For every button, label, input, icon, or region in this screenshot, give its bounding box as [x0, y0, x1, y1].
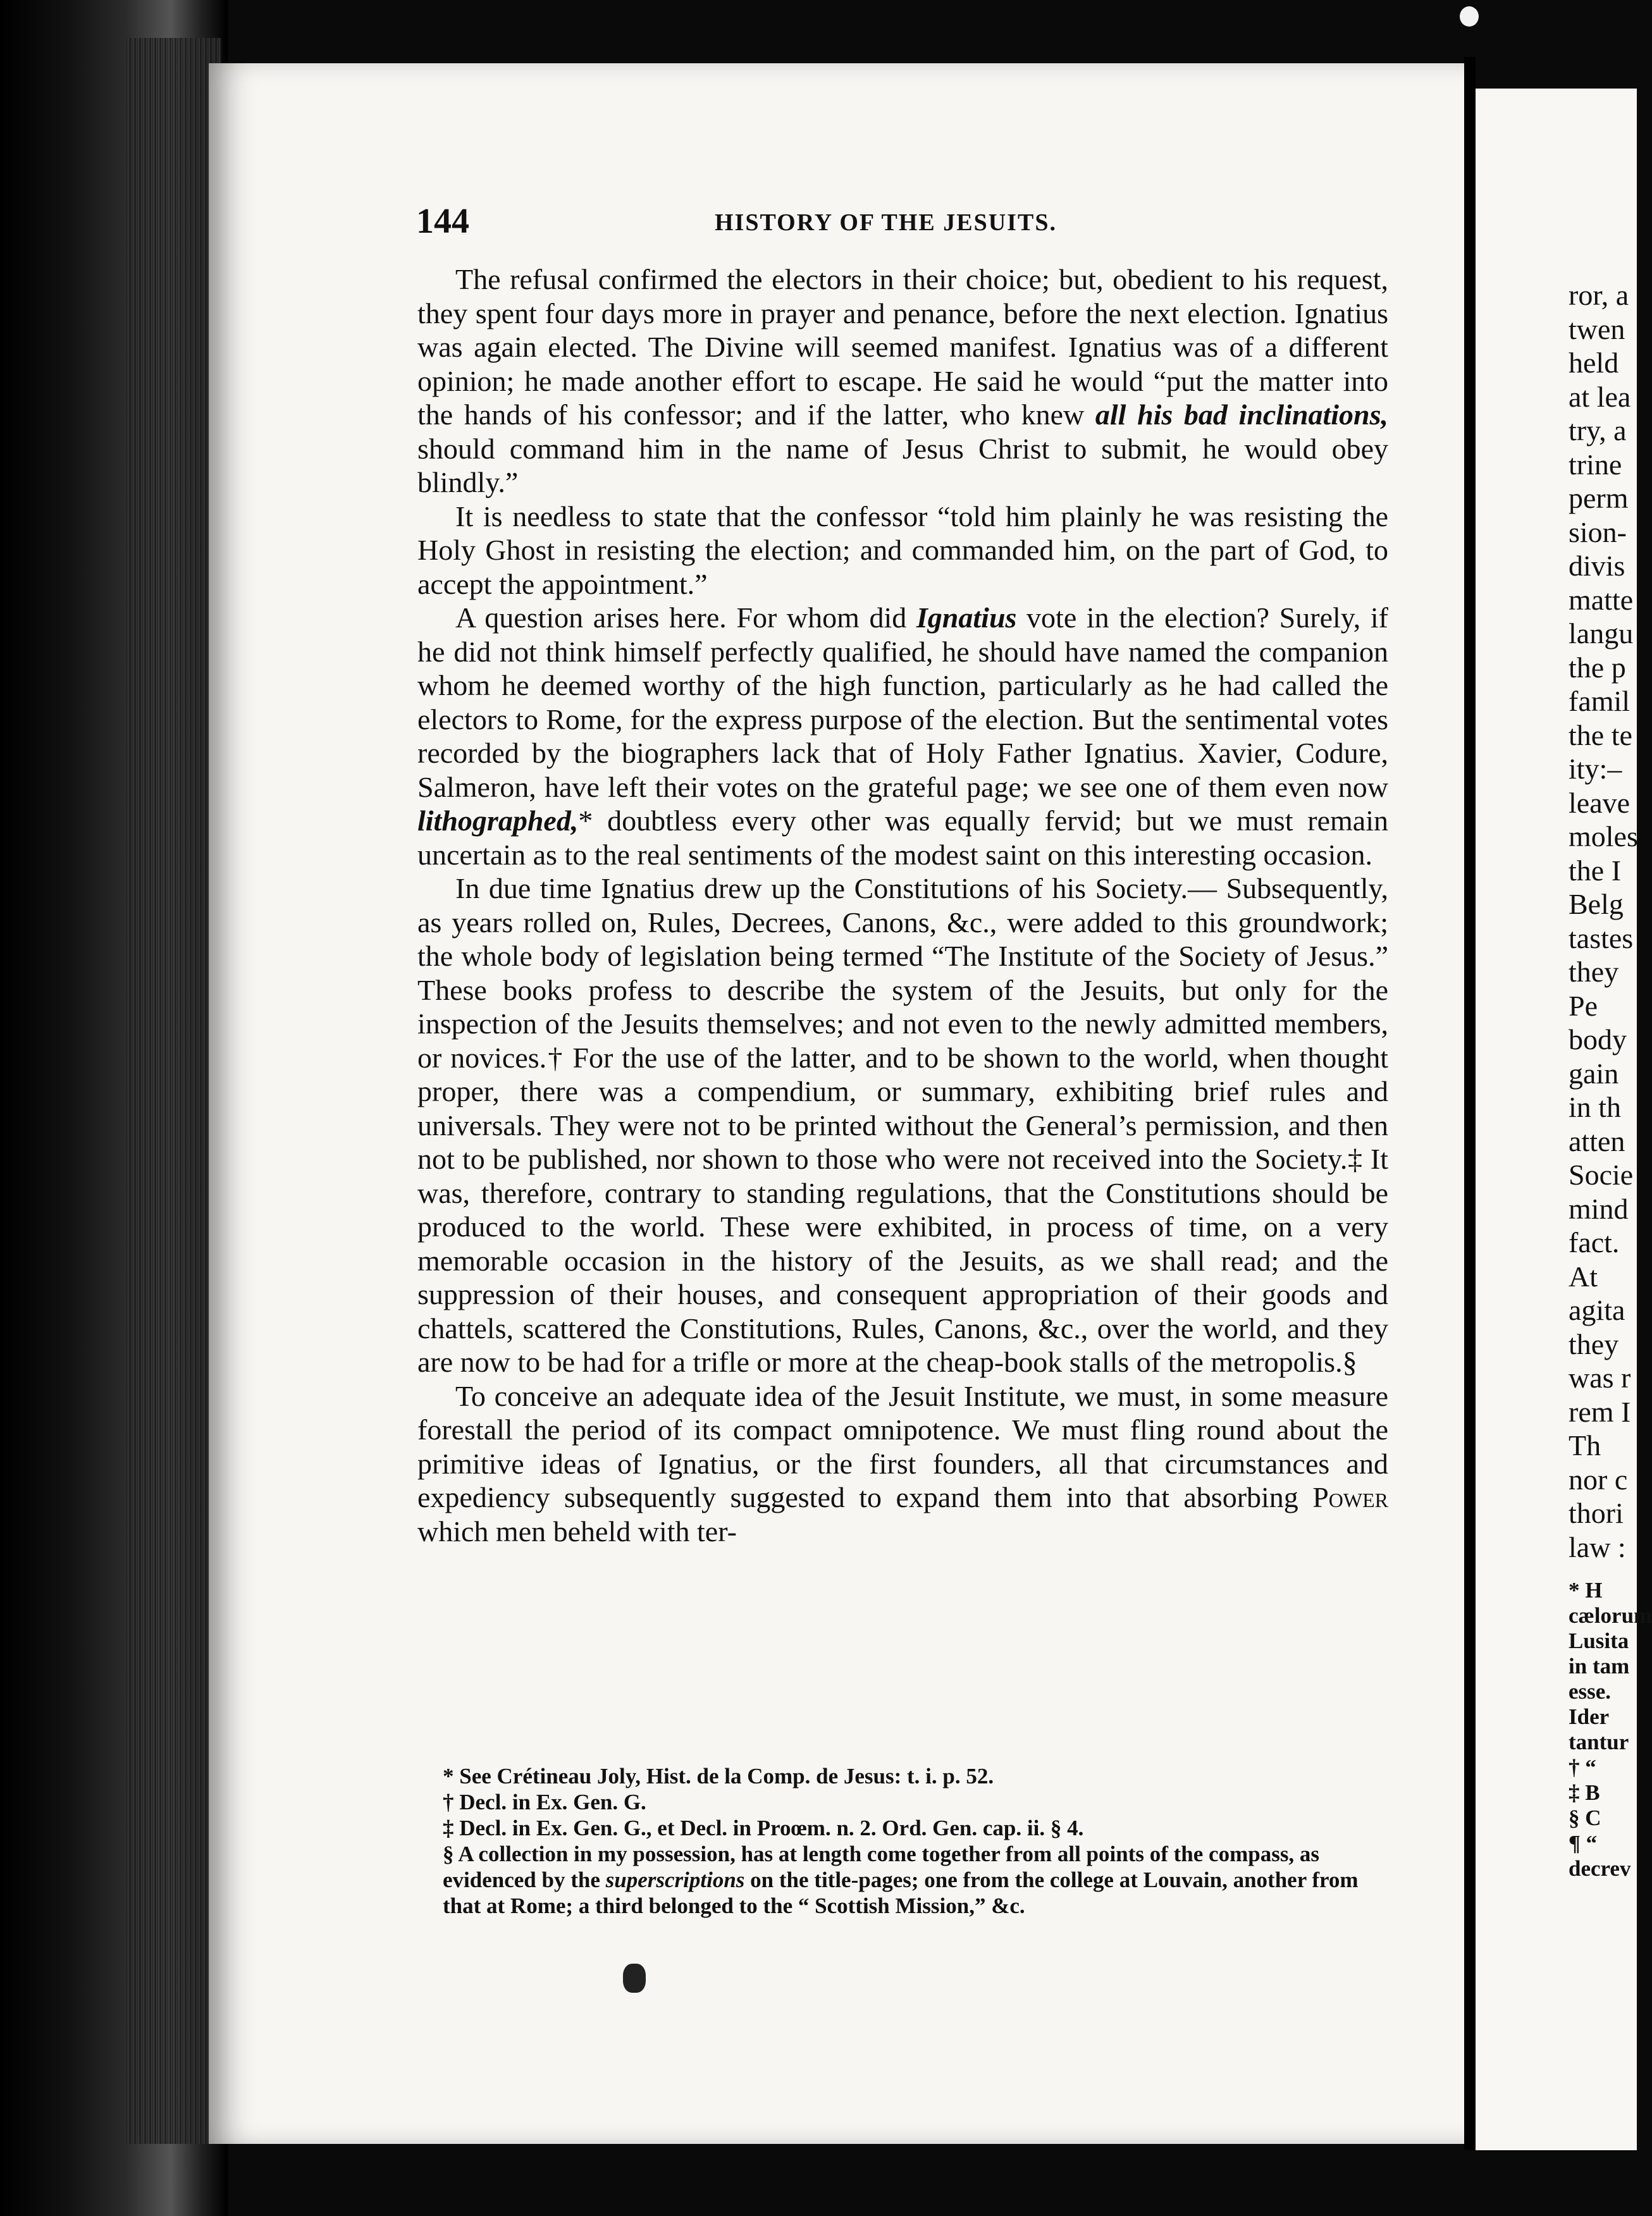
facing-note-line: ‡ B: [1569, 1780, 1600, 1805]
facing-line: rem I: [1569, 1395, 1631, 1428]
facing-note-line: esse.: [1569, 1679, 1612, 1704]
facing-note-line: tantur: [1569, 1730, 1629, 1754]
footnotes: [443, 1763, 1398, 1919]
footnote-2: † Decl. in Ex. Gen. G.: [443, 1790, 646, 1814]
footnote-4: [443, 1841, 1398, 1919]
emphasis: all his bad inclinations,: [1095, 398, 1389, 431]
facing-line: try, a: [1569, 414, 1627, 446]
facing-line: atten: [1569, 1124, 1625, 1157]
facing-line: tastes: [1569, 921, 1634, 954]
facing-page-notes: [1569, 1578, 1652, 1881]
emphasis: Ignatius: [916, 601, 1017, 634]
facing-line: thori: [1569, 1497, 1624, 1529]
facing-line: sion-: [1569, 515, 1627, 548]
text-run: § A collection in my possession, has at length come together from all points of the compass, as evidenced by the: [443, 1842, 1320, 1892]
facing-line: famil: [1569, 685, 1630, 717]
facing-line: was r: [1569, 1362, 1631, 1394]
facing-note-line: * H: [1569, 1578, 1603, 1603]
facing-line: Belg: [1569, 888, 1624, 920]
page-gutter: [1464, 57, 1476, 2150]
facing-note-line: § C: [1569, 1806, 1601, 1830]
facing-line: ror, a: [1569, 279, 1629, 311]
paragraph-2: It is needless to state that the confessor “told him plainly he was resisting the Holy Ghost in resisting the election; and commanded him, on the part of God, to accept the appointment.”: [417, 500, 1388, 600]
facing-line: held: [1569, 347, 1619, 379]
ink-blot-ornament: [623, 1964, 646, 1993]
facing-line: leave: [1569, 786, 1630, 819]
facing-line: At: [1569, 1260, 1598, 1293]
facing-note-line: in tam: [1569, 1654, 1630, 1678]
text-run: To conceive an adequate idea of the Jesuit Institute, we must, in some measure forestall the period of its compact omnipotence. We must fling round about the primitive ideas of Ignatius, or the first founders, all that circumstances and expediency subsequently suggested to expand them into that absorbing: [417, 1379, 1388, 1513]
text-run: * doubtless every other was equally fervid; but we must remain uncertain as to the real sentiments of the modest saint on this interesting occasion.: [417, 804, 1388, 871]
facing-line: moles: [1569, 820, 1638, 853]
facing-line: at lea: [1569, 380, 1631, 413]
facing-note-line: † “: [1569, 1755, 1596, 1780]
facing-line: agita: [1569, 1294, 1625, 1326]
facing-line: trine: [1569, 448, 1622, 481]
facing-line: the I: [1569, 854, 1622, 887]
facing-line: Pe: [1569, 989, 1598, 1022]
paragraph-3: [417, 601, 1388, 871]
text-run: The refusal confirmed the electors in their choice; but, obedient to his request, they spent four days more in prayer and penance, before the next election. Ignatius was again elected. The Divine will seemed manifest. Ignatius was of a different opinion; he made another effort to escape. He said he would “put the matter into the hands of his confessor; and if the latter, who knew: [417, 263, 1388, 431]
facing-note-line: ¶ “: [1569, 1831, 1598, 1856]
text-run: which men beheld with ter-: [417, 1515, 737, 1548]
text-run: should command him in the name of Jesus Christ to submit, he would obey blindly.”: [417, 432, 1388, 498]
running-title: HISTORY OF THE JESUITS.: [715, 209, 1057, 236]
text-run: on the title-pages; one from the college at Louvain, another from that at Rome; a third belonged to the “ Scottish Mission,” &c.: [443, 1868, 1359, 1918]
facing-line: gain: [1569, 1057, 1619, 1090]
facing-line: Socie: [1569, 1159, 1634, 1191]
facing-line: nor c: [1569, 1463, 1628, 1496]
main-text: [417, 262, 1388, 1548]
text-run: vote in the election? Surely, if he did not think himself perfectly qualified, he should have named the companion whom he deemed worthy of the high function, particularly as he had called the electors to Rome, for the express purpose of the election. But the sentimental votes recorded by the biographers lack that of Holy Father Ignatius. Xavier, Codure, Salmeron, have left their votes on the grateful page; we see one of them even now: [417, 601, 1388, 803]
page-edges: [126, 38, 221, 2144]
facing-note-line: cælorum: [1569, 1603, 1652, 1628]
facing-line: twen: [1569, 312, 1625, 345]
facing-line: fact.: [1569, 1226, 1620, 1259]
paragraph-5: [417, 1379, 1388, 1549]
facing-line: the p: [1569, 651, 1626, 684]
facing-line: Th: [1569, 1429, 1601, 1462]
facing-note-line: Ider: [1569, 1704, 1610, 1729]
facing-note-line: decrev: [1569, 1856, 1631, 1881]
facing-line: mind: [1569, 1192, 1629, 1225]
facing-page-text: [1569, 278, 1638, 1564]
facing-line: matte: [1569, 583, 1634, 616]
paragraph-4: In due time Ignatius drew up the Constitutions of his Society.— Subsequently, as years rolled on, Rules, Decrees, Canons, &c., were added to this groundwork; the whole body of legislation being termed “The Institute of the Society of Jesus.” These books profess to describe the system of the Jesuits, but only for the inspection of the Jesuits themselves; and not even to the newly admitted members, or novices.† For the use of the latter, and to be shown to the world, when thought proper, there was a compendium, or summary, exhibiting brief rules and universals. They were not to be printed without the General’s permission, and then not to be published, nor shown to those who were not received into the Society.‡ It was, therefore, contrary to standing regulations, that the Constitutions should be produced to the world. These were exhibited, in process of time, on a very memorable occasion in the history of the Jesuits, as we shall read; and the suppression of their houses, and consequent appropriation of their goods and chattels, scattered the Constitutions, Rules, Canons, &c., over the world, and they are now to be had for a trifle or more at the cheap-book stalls of the metropolis.§: [417, 872, 1388, 1378]
footnote-1: * See Crétineau Joly, Hist. de la Comp. de Jesus: t. i. p. 52.: [443, 1764, 994, 1788]
emphasis: superscriptions: [605, 1868, 745, 1892]
facing-line: they: [1569, 956, 1619, 988]
scan-speck: [1460, 6, 1479, 27]
text-run: A question arises here. For whom did: [455, 601, 916, 634]
facing-line: in th: [1569, 1091, 1622, 1123]
facing-line: they: [1569, 1327, 1619, 1360]
footnote-3: ‡ Decl. in Ex. Gen. G., et Decl. in Proœm. n. 2. Ord. Gen. cap. ii. § 4.: [443, 1816, 1084, 1840]
facing-line: body: [1569, 1023, 1627, 1056]
facing-note-line: Lusita: [1569, 1628, 1629, 1653]
emphasis: lithographed,: [417, 804, 579, 837]
facing-line: langu: [1569, 617, 1634, 649]
facing-line: perm: [1569, 482, 1629, 514]
paragraph-1: [417, 262, 1388, 500]
page-number: 144: [416, 202, 469, 241]
small-caps-word: Power: [1312, 1481, 1388, 1513]
facing-line: divis: [1569, 550, 1625, 582]
facing-line: law :: [1569, 1530, 1626, 1563]
facing-line: ity:–: [1569, 753, 1622, 785]
facing-line: the te: [1569, 718, 1632, 751]
